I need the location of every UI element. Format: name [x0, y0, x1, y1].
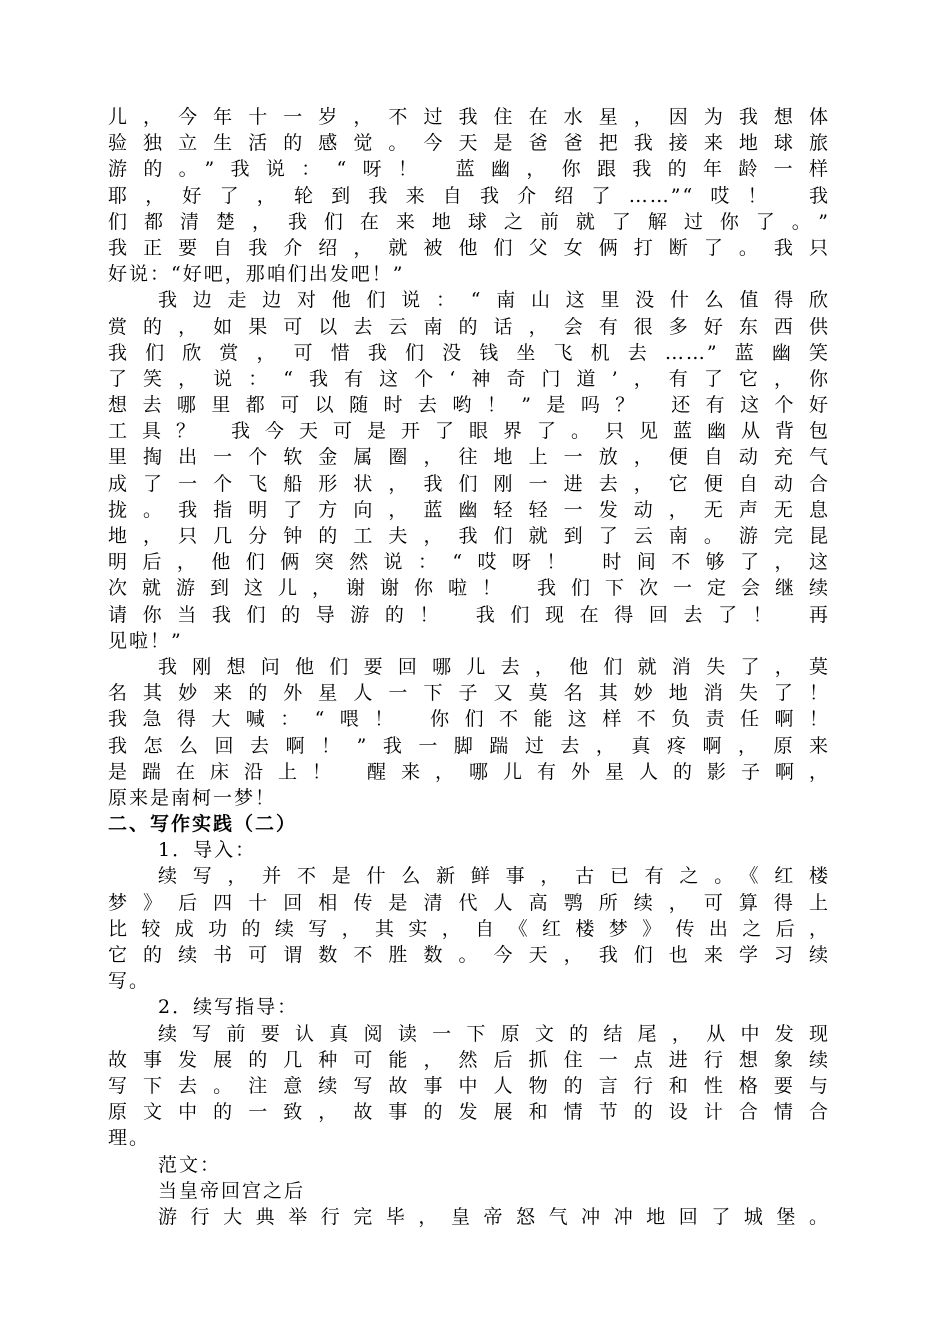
section-heading: 二、写作实践（二）	[108, 813, 298, 836]
text-line: 里掏出一个软金属圈，往地上一放，便自动充气	[108, 446, 830, 469]
text-line: 我急得大喊：“喂！ 你们不能这样不负责任啊！	[108, 708, 830, 731]
text-line: 原文中的一致，故事的发展和情节的设计合情合	[108, 1101, 830, 1124]
text-line: 成了一个飞船形状，我们刚一进去，它便自动合	[108, 472, 830, 495]
sample-title: 当皇帝回宫之后	[158, 1179, 306, 1202]
document-body	[108, 104, 830, 1230]
text-line: 我刚想问他们要回哪儿去，他们就消失了，莫	[158, 655, 830, 678]
text-line: 见啦！”	[108, 629, 183, 652]
text-line: 请你当我们的导游的！ 我们现在得回去了！ 再	[108, 603, 830, 626]
text-line: 赏的，如果可以去云南的话，会有很多好东西供	[108, 315, 830, 338]
text-line: 续写前要认真阅读一下原文的结尾，从中发现	[158, 1022, 830, 1045]
text-line: 名其妙来的外星人一下子又莫名其妙地消失了！	[108, 682, 830, 705]
text-line: 理。	[108, 1127, 151, 1150]
text-line: 地，只几分钟的工夫，我们就到了云南。游完昆	[108, 525, 830, 547]
text-line: 想去哪里都可以随时去哟！”是吗？ 还有这个好	[108, 394, 830, 417]
text-line: 我怎么回去啊！”我一脚踹过去，真疼啊，原来	[108, 734, 830, 757]
text-line: 耶，好了，轮到我来自我介绍了……”“哎！ 我	[108, 184, 830, 207]
sample-label: 范文：	[158, 1153, 222, 1176]
text-line: 了笑，说：“我有这个‘神奇门道’，有了它，你	[108, 367, 830, 390]
text-line: 我正要自我介绍，就被他们父女俩打断了。我只	[108, 236, 830, 259]
text-line: 比较成功的续写，其实，自《红楼梦》传出之后，	[108, 917, 830, 940]
text-line: 是踹在床沿上！ 醒来，哪儿有外星人的影子啊，	[108, 760, 830, 783]
text-line: 它的续书可谓数不胜数。今天，我们也来学习续	[108, 944, 830, 966]
text-line: 儿，今年十一岁，不过我住在水星，因为我想体	[108, 106, 830, 128]
text-line: 写下去。注意续写故事中人物的言行和性格要与	[108, 1074, 830, 1097]
text-line: 游的。”我说：“呀！ 蓝幽，你跟我的年龄一样	[108, 158, 830, 181]
text-line: 故事发展的几种可能，然后抓住一点进行想象续	[108, 1048, 830, 1071]
subsection-heading: 1．导入：	[158, 839, 257, 862]
text-line: 次就游到这儿，谢谢你啦！ 我们下次一定会继续	[108, 577, 830, 600]
text-line: 拢。我指明了方向，蓝幽轻轻一发动，无声无息	[108, 498, 830, 521]
text-line: 好说：“好吧，那咱们出发吧！”	[108, 263, 405, 286]
text-line: 们都清楚，我们在来地球之前就了解过你了。”	[108, 210, 830, 233]
subsection-heading: 2．续写指导：	[158, 996, 299, 1019]
text-line: 工具？ 我今天可是开了眼界了。只见蓝幽从背包	[108, 420, 830, 443]
text-line: 验独立生活的感觉。今天是爸爸把我接来地球旅	[108, 132, 830, 155]
text-line: 原来是南柯一梦！	[108, 786, 277, 809]
text-line: 我们欣赏，可惜我们没钱坐飞机去……”蓝幽笑	[108, 341, 830, 364]
text-line: 续写，并不是什么新鲜事，古已有之。《红楼	[158, 865, 830, 888]
text-line: 我边走边对他们说：“南山这里没什么值得欣	[158, 289, 830, 312]
text-line: 梦》后四十回相传是清代人高鹗所续，可算得上	[108, 891, 830, 914]
text-line: 写。	[108, 970, 151, 993]
text-line: 明后，他们俩突然说：“哎呀！ 时间不够了，这	[108, 551, 830, 574]
text-line: 游行大典举行完毕，皇帝怒气冲冲地回了城堡。	[158, 1205, 830, 1228]
